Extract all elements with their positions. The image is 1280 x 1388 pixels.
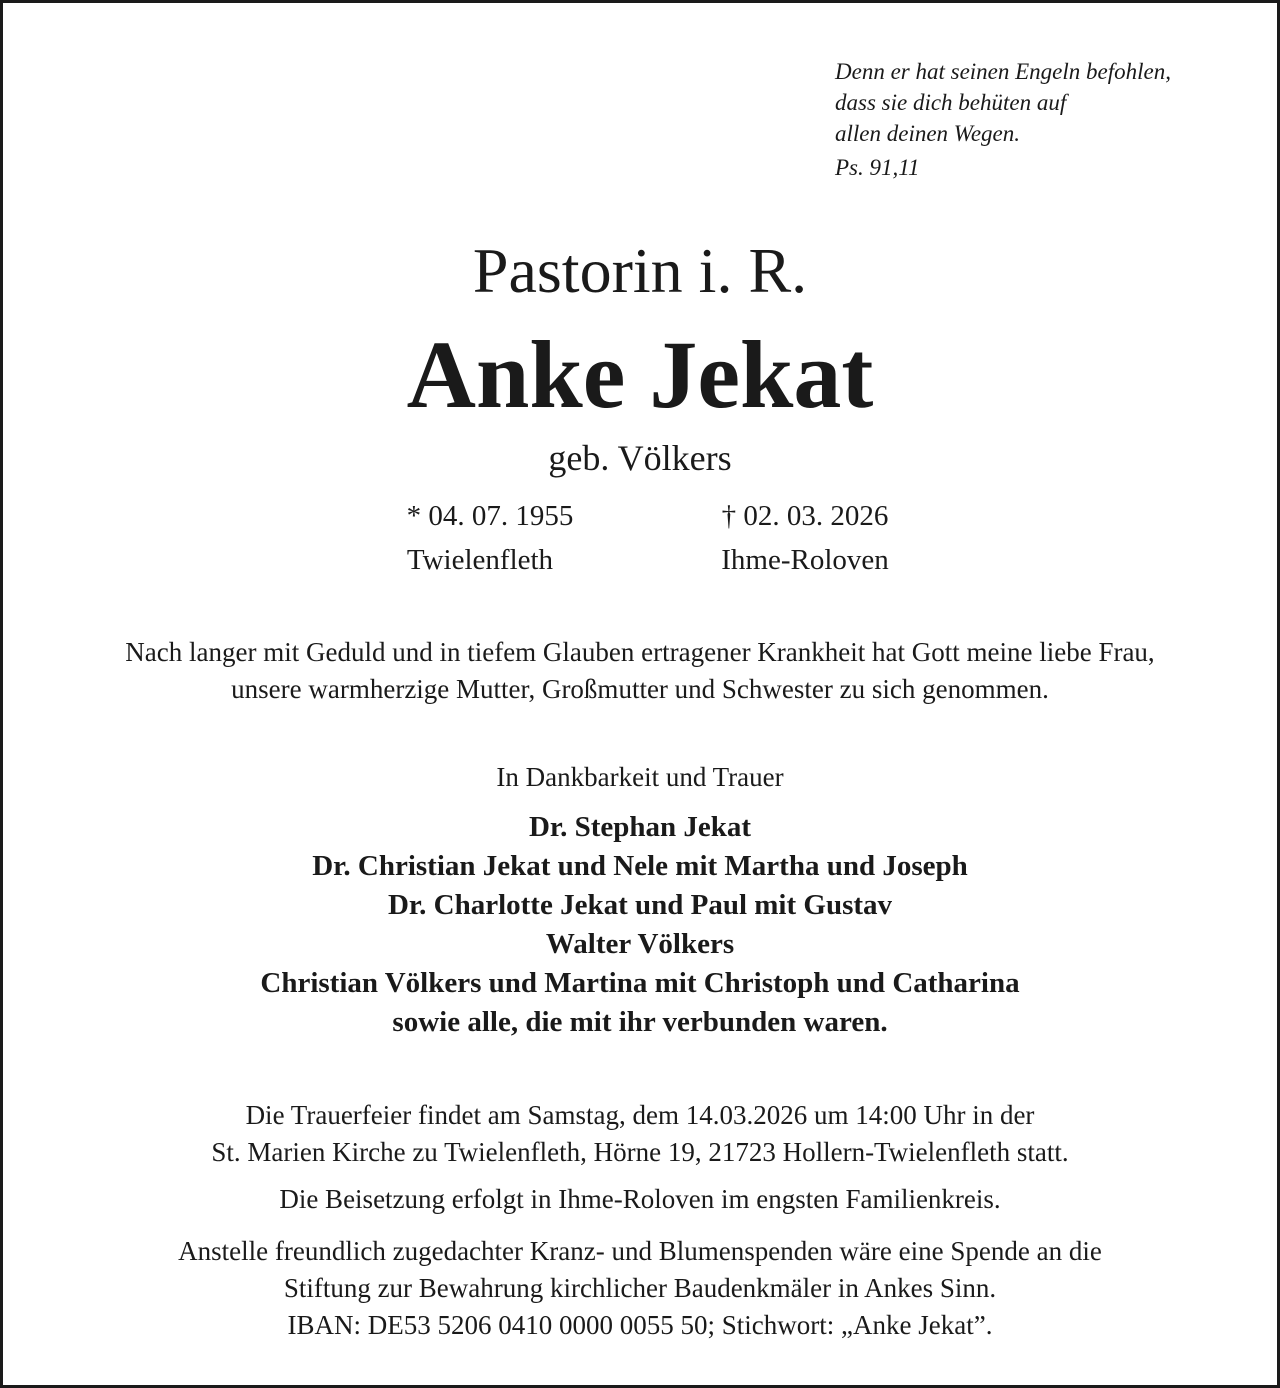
ceremony-line: St. Marien Kirche zu Twielenfleth, Hörne 19, 21723 Hollern-Twielenfleth statt. bbox=[211, 1137, 1069, 1167]
donation-line: IBAN: DE53 5206 0410 0000 0055 50; Stichwort: „Anke Jekat”. bbox=[287, 1310, 993, 1340]
intro-line: unsere warmherzige Mutter, Großmutter und Schwester zu sich genommen. bbox=[231, 674, 1049, 704]
mourner-line: Christian Völkers und Martina mit Christoph und Catharina bbox=[260, 967, 1020, 999]
death-place: Ihme-Roloven bbox=[721, 544, 889, 576]
mourners-list bbox=[0, 808, 1280, 1042]
deceased-name: Anke Jekat bbox=[406, 321, 874, 428]
mourner-line: Dr. Charlotte Jekat und Paul mit Gustav bbox=[387, 889, 893, 921]
donation-info bbox=[0, 1233, 1280, 1344]
birth-date: * 04. 07. 1955 bbox=[406, 500, 574, 532]
burial-info: Die Beisetzung erfolgt in Ihme-Roloven im engsten Familienkreis. bbox=[279, 1184, 1001, 1214]
death-date: † 02. 03. 2026 bbox=[721, 500, 889, 532]
verse-line: allen deinen Wegen. bbox=[835, 121, 1021, 146]
verse-line: Denn er hat seinen Engeln befohlen, bbox=[835, 59, 1171, 84]
ceremony-line: Die Trauerfeier findet am Samstag, dem 14.03.2026 um 14:00 Uhr in der bbox=[245, 1100, 1035, 1130]
intro-line: Nach langer mit Geduld und in tiefem Glauben ertragener Krankheit hat Gott meine liebe Frau, bbox=[125, 637, 1155, 667]
bible-verse bbox=[835, 56, 1171, 183]
deceased-title: Pastorin i. R. bbox=[472, 235, 808, 306]
intro-text bbox=[0, 634, 1280, 708]
donation-line: Stiftung zur Bewahrung kirchlicher Baudenkmäler in Ankes Sinn. bbox=[283, 1273, 997, 1303]
maiden-name: geb. Völkers bbox=[548, 438, 732, 478]
mourner-line: Dr. Stephan Jekat bbox=[528, 811, 752, 843]
ceremony-info bbox=[0, 1097, 1280, 1171]
mourner-line: Dr. Christian Jekat und Nele mit Martha und Joseph bbox=[312, 850, 968, 882]
birth-place: Twielenfleth bbox=[406, 544, 554, 576]
mourner-line: sowie alle, die mit ihr verbunden waren. bbox=[392, 1006, 888, 1038]
verse-reference: Ps. 91,11 bbox=[835, 155, 920, 180]
verse-line: dass sie dich behüten auf bbox=[835, 90, 1067, 115]
donation-line: Anstelle freundlich zugedachter Kranz- und Blumenspenden wäre eine Spende an die bbox=[178, 1236, 1102, 1266]
mourner-line: Walter Völkers bbox=[545, 928, 735, 960]
gratitude-line: In Dankbarkeit und Trauer bbox=[496, 762, 784, 792]
